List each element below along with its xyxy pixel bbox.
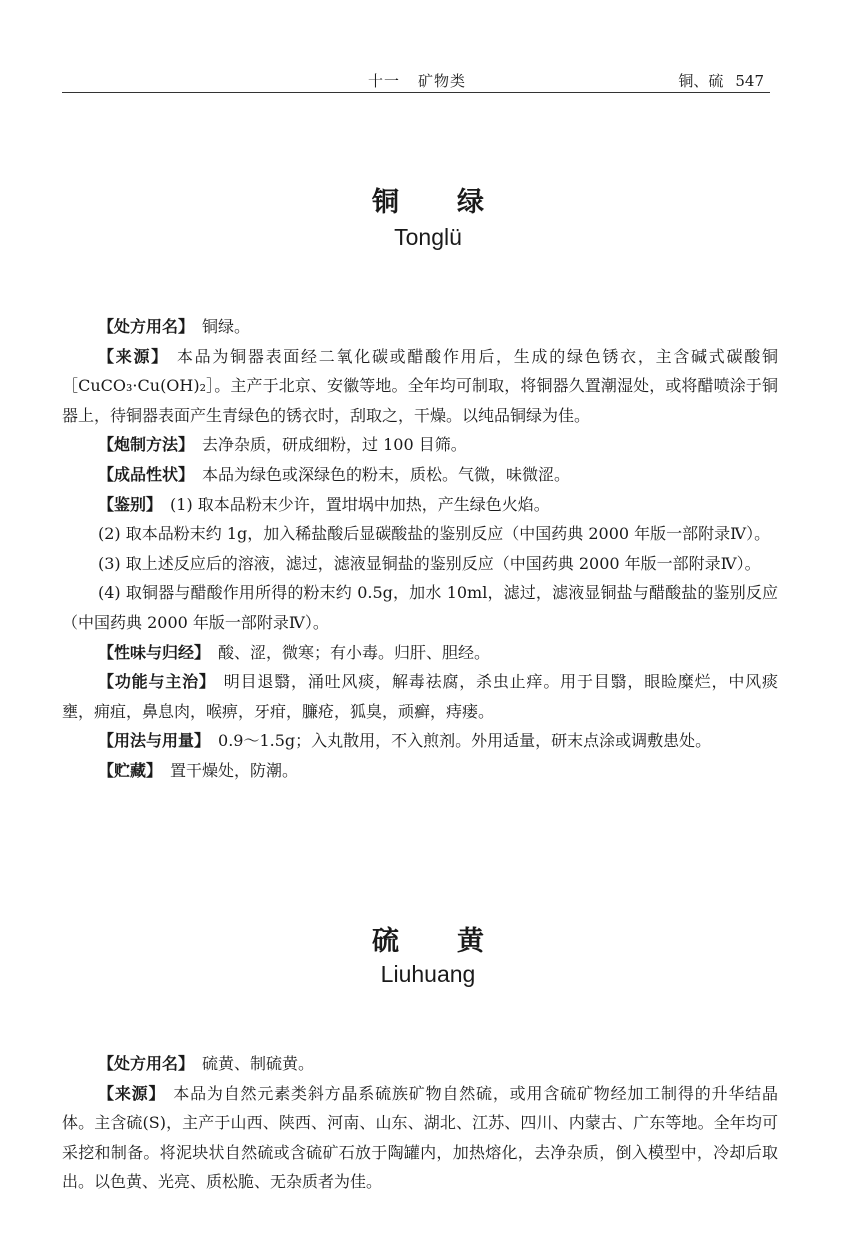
section-label: 【炮制方法】 [98,435,195,455]
section-text: (4) 取铜器与醋酸作用所得的粉末约 0.5g，加水 10ml，滤过，滤液显铜盐与醋酸盐的鉴别反应（中国药典 2000 年版一部附录Ⅳ）。 [62,583,778,632]
entry-section [62,638,778,668]
section-label: 【处方用名】 [98,1054,195,1073]
entry-section [62,342,778,431]
page-info [678,70,764,91]
entry-body-liuhuang [62,1049,778,1197]
section-label: 【鉴别】 [98,494,163,514]
entry-section [62,726,778,756]
entry-section [62,460,778,490]
section-text: 铜绿。 [202,317,251,336]
entry-section [62,1049,778,1079]
chapter-title: 矿物类 [418,72,467,90]
section-text: 明目退翳，涌吐风痰，解毒祛腐，杀虫止痒。用于目翳，眼睑糜烂，中风痰壅，痈疽，鼻息肉，喉痹，牙疳，臁疮，狐臭，顽癣，痔瘘。 [62,672,778,721]
entry-title-liuhuang: 硫黄 [372,926,542,957]
header-entries: 铜、硫 [678,72,724,90]
entry-section [62,667,778,726]
entry-section [62,578,778,637]
entry-pinyin-tonglv: Tonglü [394,224,462,250]
section-text: 置干燥处，防潮。 [170,760,299,780]
section-text: 0.9～1.5g；入丸散用，不入煎剂。外用适量，研末点涂或调敷患处。 [218,731,712,751]
entry-section [62,430,778,460]
section-text: 酸、涩，微寒；有小毒。归肝、胆经。 [218,642,491,662]
entry-section [62,519,778,549]
section-label: 【来源】 [98,1083,166,1103]
entry-section [62,1079,778,1197]
entry-pinyin-liuhuang: Liuhuang [380,961,476,987]
chapter-number: 十一 [368,72,401,90]
section-label: 【用法与用量】 [98,731,211,751]
entry-section [62,756,778,786]
section-label: 【成品性状】 [98,464,195,484]
section-label: 【性味与归经】 [98,642,211,662]
page-number: 547 [735,72,764,90]
section-text: 本品为自然元素类斜方晶系硫族矿物自然硫，或用含硫矿物经加工制得的升华结晶体。主含硫(S)，主产于山西、陕西、河南、山东、湖北、江苏、四川、内蒙古、广东等地。全年均可采挖和制备。将泥块状自然硫或含硫矿石放于陶罐内，加热熔化，去净杂质，倒入模型中，冷却后取出。以色黄、光亮、质松脆、无杂质者为佳。 [62,1083,778,1192]
section-label: 【来源】 [98,346,169,366]
entry-title-tonglv: 铜绿 [372,187,542,218]
section-text: (3) 取上述反应后的溶液，滤过，滤液显铜盐的鉴别反应（中国药典 2000 年版一部附录Ⅳ）。 [98,553,761,573]
section-text: (1) 取本品粉末少许，置坩埚中加热，产生绿色火焰。 [170,494,550,514]
entry-section [62,549,778,579]
section-text: (2) 取本品粉末约 1g，加入稀盐酸后显碳酸盐的鉴别反应（中国药典 2000 年版一部附录Ⅳ）。 [98,524,771,544]
chapter-heading [368,70,466,91]
entry-section [62,312,778,342]
entry-body-tonglv [62,312,778,786]
running-header [62,62,770,93]
section-label: 【处方用名】 [98,317,195,336]
section-text: 本品为绿色或深绿色的粉末，质松。气微，味微涩。 [202,464,571,484]
section-text: 本品为铜器表面经二氧化碳或醋酸作用后，生成的绿色锈衣，主含碱式碳酸铜［CuCO₃·Cu(OH)₂］。主产于北京、安徽等地。全年均可制取，将铜器久置潮湿处，或将醋喷涂于铜器上，待铜器表面产生青绿色的锈衣时，刮取之，干燥。以纯品铜绿为佳。 [62,346,778,425]
section-label: 【功能与主治】 [98,672,216,692]
section-text: 硫黄、制硫黄。 [202,1054,315,1073]
entry-section [62,490,778,520]
section-label: 【贮藏】 [98,760,163,780]
section-text: 去净杂质，研成细粉，过 100 目筛。 [202,435,467,455]
